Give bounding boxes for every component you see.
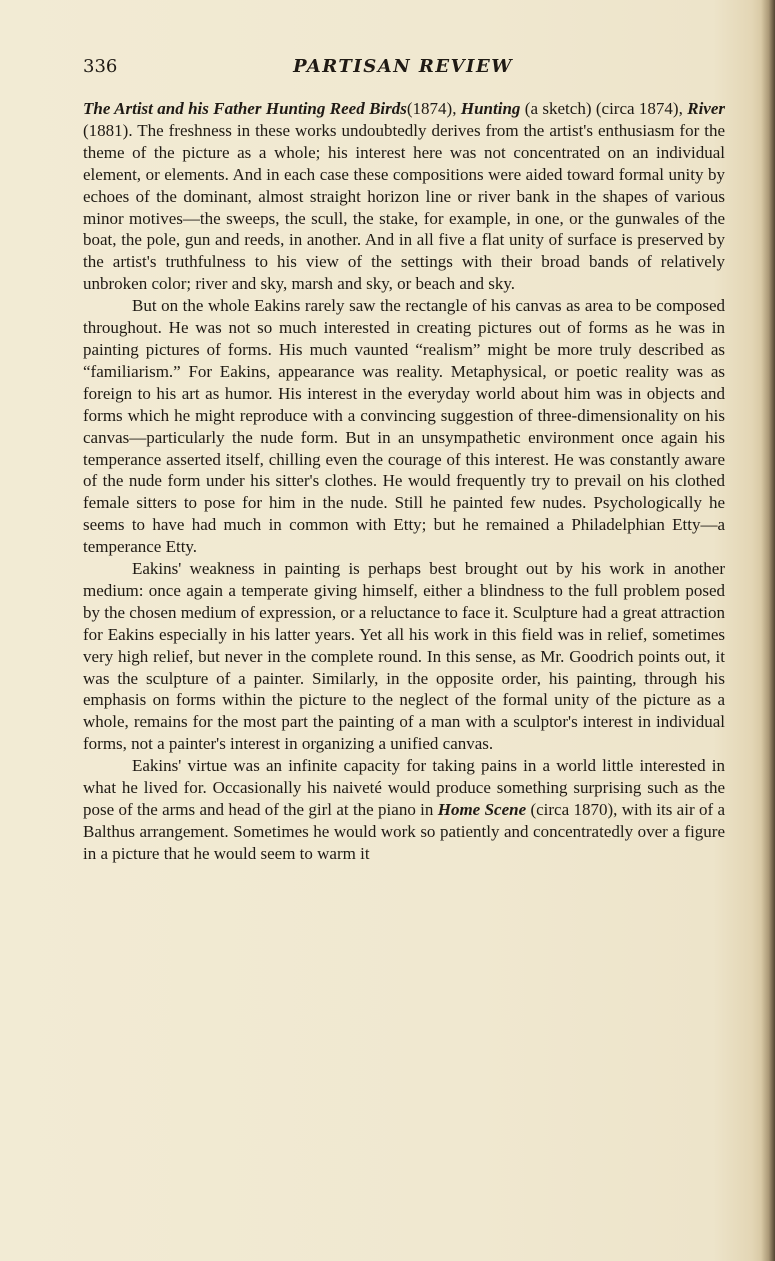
paragraph-text: Eakins' virtue was an infinite capacity for taking pains in a world little interested in what he lived for. Occasionally his naiveté would produce something surprising such as the pose of the arms and head of the girl at the piano in (83, 756, 725, 819)
paragraph-text: (1881). The freshness in these works undoubtedly derives from the artist's enthusiasm for the theme of the picture as a whole; his interest here was not concentrated on an individual element, or elements. And in each case these compositions were aided toward formal unity by echoes of the dominant, almost straight horizon line or river bank in the shapes of various minor motives—the sweeps, the scull, the stake, for example, in one, or the gunwales of the boat, the pole, gun and reeds, in another. And in all five a flat unity of surface is preserved by the artist's truthfulness to his view of the settings with their broad bands of relatively unbroken color; river and sky, marsh and sky, or beach and sky. (83, 120, 725, 294)
running-head: PARTISAN REVIEW (293, 56, 513, 77)
paragraph-text: (circa 1870), with its air of a Balthus arrangement. Sometimes he would work so patiently and concentratedly over a figure in a picture that he would seem to warm it (83, 800, 725, 863)
paragraph-text: (1874), (406, 99, 461, 118)
paragraph-text: But on the whole Eakins rarely saw the rectangle of his canvas as area to be composed throughout. He was not so much interested in creating pictures out of forms as he was in painting pictures of forms. His much vaunted “realism” might be more truly described as “familiarism.” For Eakins, appearance was reality. Metaphysical, or poetic reality was as foreign to his art as humor. His interest in the everyday world about him was in objects and forms which he might reproduce with a convincing suggestion of three-dimensionality on his canvas—particularly the nude form. But in an unsympathetic environment once again his temperance asserted itself, chilling even the courage of this interest. He was constantly aware of the nude form under his sitter's clothes. He would frequently try to prevail on his clothed female sitters to pose for him in the nude. Still he painted few nudes. Psychologically he seems to have had much in common with Etty; but he remained a Philadelphian Etty—a temperance Etty. (83, 296, 725, 557)
page-gutter-shadow (761, 0, 775, 1261)
page-number: 336 (83, 56, 118, 77)
body-paragraph (83, 98, 725, 295)
page-header (83, 56, 723, 84)
artwork-title: The Artist and his Father Hunting Reed Birds (83, 99, 407, 118)
paragraph-text: Eakins' weakness in painting is perhaps best brought out by his work in another medium: once again a temperate giving himself, either a blindness to the full problem posed by the chosen medium of expression, or a reluctance to face it. Sculpture had a great attraction for Eakins especially in his latter years. Yet all his work in this field was in relief, sometimes very high relief, but never in the complete round. In this sense, as Mr. Goodrich points out, it was the sculpture of a painter. Similarly, in the opposite order, his painting, through his emphasis on forms within the picture to the neglect of the formal unity of the picture as a whole, remains for the most part the painting of a man with a sculptor's interest in individual forms, not a painter's interest in organizing a unified canvas. (83, 559, 725, 754)
body-paragraph (83, 755, 725, 865)
artwork-title: River (687, 99, 726, 118)
article-body (83, 98, 725, 865)
body-paragraph (83, 558, 725, 755)
artwork-title: Home Scene (437, 800, 527, 819)
artwork-title: Hunting (460, 99, 521, 118)
body-paragraph (83, 295, 725, 558)
paragraph-text: (a sketch) (circa 1874), (520, 99, 688, 118)
